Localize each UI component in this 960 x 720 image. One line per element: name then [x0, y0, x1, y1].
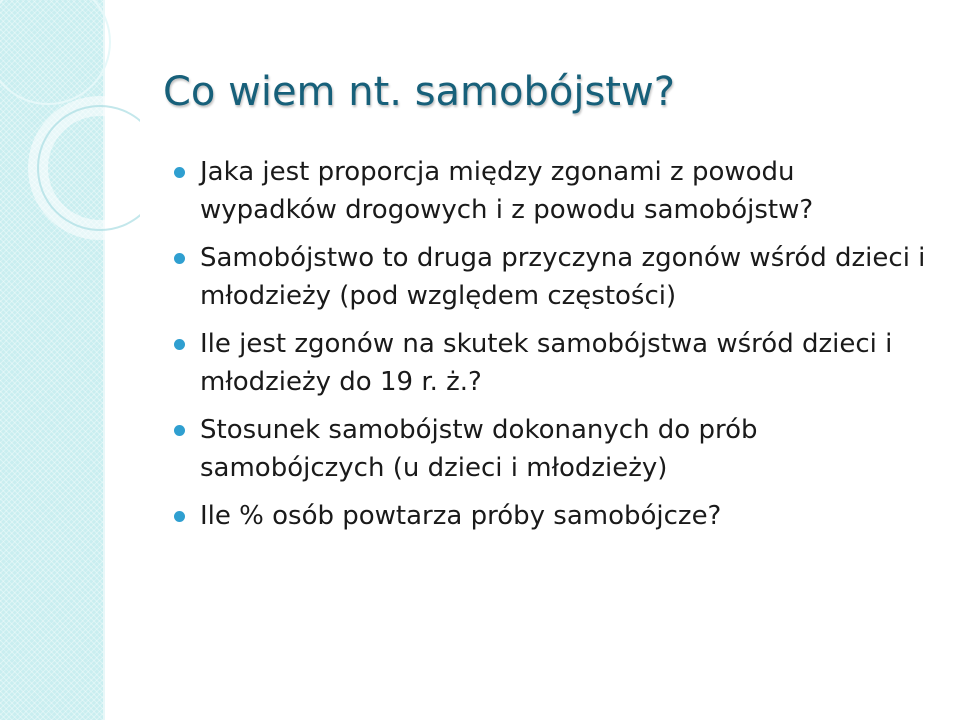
- bullet-text: Samobójstwo to druga przyczyna zgonów wśród dzieci i młodzieży (pod względem częstości): [200, 243, 926, 311]
- bullet-text: Stosunek samobójstw dokonanych do prób samobójczych (u dzieci i młodzieży): [200, 415, 758, 483]
- bullet-dot-icon: [174, 167, 185, 178]
- bullet-item: [172, 497, 932, 535]
- bullet-dot-icon: [174, 253, 185, 264]
- thin-circle-decoration: [0, 0, 110, 104]
- bullet-dot-icon: [174, 511, 185, 522]
- bullet-dot-icon: [174, 425, 185, 436]
- thick-circle-decoration: [38, 106, 140, 230]
- slide-title: Co wiem nt. samobójstw?: [163, 69, 675, 115]
- bullet-item: [172, 325, 932, 401]
- bullet-dot-icon: [174, 339, 185, 350]
- bullet-item: [172, 411, 932, 487]
- bullet-text: Jaka jest proporcja między zgonami z powodu wypadków drogowych i z powodu samobójstw?: [200, 157, 814, 225]
- bullet-item: [172, 239, 932, 315]
- bullet-text: Ile jest zgonów na skutek samobójstwa wśród dzieci i młodzieży do 19 r. ż.?: [200, 329, 893, 397]
- decorative-circles: [0, 0, 140, 260]
- bullet-list: [172, 153, 932, 545]
- bullet-text: Ile % osób powtarza próby samobójcze?: [200, 501, 722, 531]
- bullet-item: [172, 153, 932, 229]
